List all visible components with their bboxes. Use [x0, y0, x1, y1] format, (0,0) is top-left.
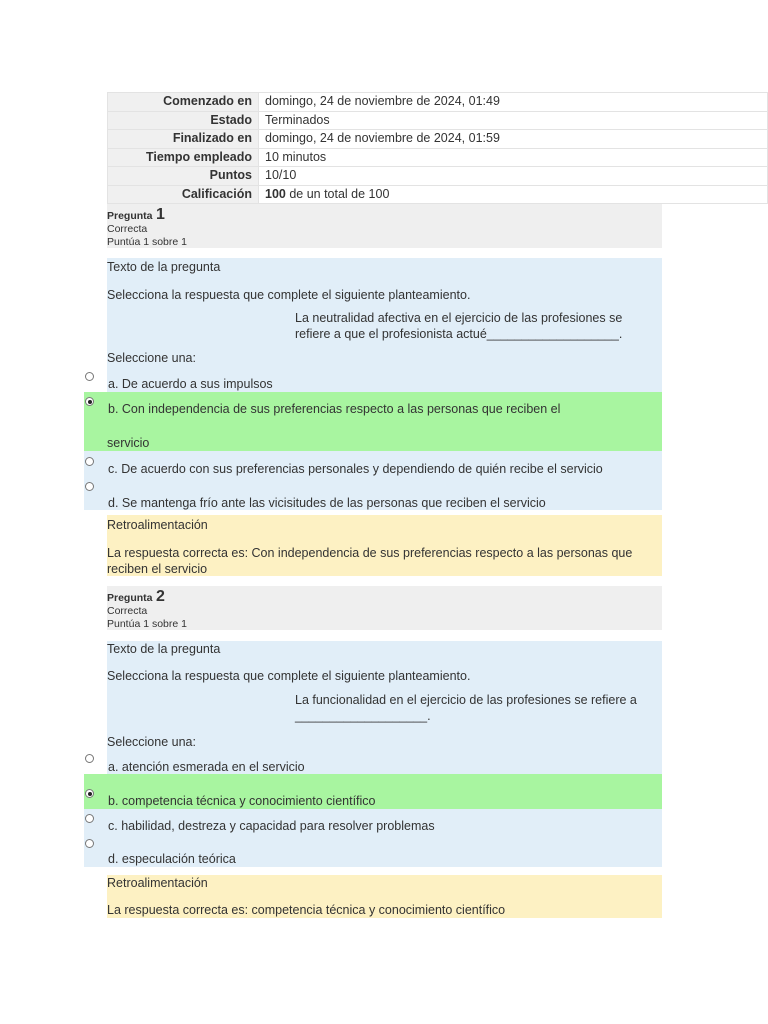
radio-option-c[interactable] [85, 457, 94, 466]
feedback-text: La respuesta correcta es: Con independencia de sus preferencias respecto a las personas que reciben el servicio [107, 546, 633, 576]
radio-option-c[interactable] [85, 814, 94, 823]
radio-option-d[interactable] [85, 839, 94, 848]
option-a-label[interactable]: a. atención esmerada en el servicio [108, 760, 305, 774]
option-d-label[interactable]: d. especulación teórica [108, 852, 236, 866]
question-text-heading: Texto de la pregunta [107, 260, 221, 274]
question-instruction: Selecciona la respuesta que complete el siguiente planteamiento. [107, 288, 471, 302]
feedback-heading: Retroalimentación [107, 876, 208, 890]
radio-option-a[interactable] [85, 754, 94, 763]
question-text-heading: Texto de la pregunta [107, 642, 221, 656]
summary-value [259, 185, 768, 204]
question-prefix: Pregunta [107, 592, 153, 604]
summary-label: Comenzado en [108, 93, 259, 112]
question-number: 1 [156, 206, 165, 223]
question-statement: La neutralidad afectiva en el ejercicio de las profesiones se refiere a que el profesionista actué___________________. [295, 311, 623, 341]
summary-label: Estado [108, 111, 259, 130]
summary-value: 10 minutos [259, 148, 768, 167]
summary-row-points [108, 167, 768, 186]
feedback-text: La respuesta correcta es: competencia técnica y conocimiento científico [107, 903, 506, 917]
feedback-heading: Retroalimentación [107, 518, 208, 532]
radio-option-d[interactable] [85, 482, 94, 491]
question-instruction: Selecciona la respuesta que complete el siguiente planteamiento. [107, 669, 471, 683]
summary-label: Finalizado en [108, 130, 259, 149]
question-number: 2 [156, 588, 165, 605]
select-one-label: Seleccione una: [107, 735, 196, 749]
grade-value: 100 [265, 186, 286, 201]
summary-value: 10/10 [259, 167, 768, 186]
summary-row-state [108, 111, 768, 130]
radio-option-b-selected[interactable] [85, 789, 94, 798]
summary-value: domingo, 24 de noviembre de 2024, 01:49 [259, 93, 768, 112]
question-score: Puntúa 1 sobre 1 [107, 236, 187, 248]
option-b-label[interactable]: b. competencia técnica y conocimiento científico [108, 794, 376, 808]
summary-value: domingo, 24 de noviembre de 2024, 01:59 [259, 130, 768, 149]
option-d-label[interactable]: d. Se mantenga frío ante las vicisitudes de las personas que reciben el servicio [108, 496, 546, 510]
summary-label: Tiempo empleado [108, 148, 259, 167]
summary-value: Terminados [259, 111, 768, 130]
question-status: Correcta [107, 605, 148, 617]
option-b-label-cont[interactable]: servicio [107, 436, 150, 450]
radio-option-b-selected[interactable] [85, 397, 94, 406]
select-one-label: Seleccione una: [107, 351, 196, 365]
summary-row-time [108, 148, 768, 167]
question-prefix: Pregunta [107, 210, 153, 222]
summary-row-grade [108, 185, 768, 204]
summary-row-finished [108, 130, 768, 149]
grade-total: de un total de 100 [285, 186, 390, 201]
option-b-label[interactable]: b. Con independencia de sus preferencias respecto a las personas que reciben el [108, 402, 561, 416]
question-1-info [107, 204, 662, 248]
question-status: Correcta [107, 223, 148, 235]
option-a-label[interactable]: a. De acuerdo a sus impulsos [108, 377, 273, 391]
question-statement: La funcionalidad en el ejercicio de las profesiones se refiere a ___________________. [295, 693, 637, 723]
radio-option-a[interactable] [85, 372, 94, 381]
option-c-label[interactable]: c. habilidad, destreza y capacidad para resolver problemas [108, 819, 435, 833]
question-2-info [107, 586, 662, 630]
attempt-summary-table [107, 92, 768, 204]
option-c-label[interactable]: c. De acuerdo con sus preferencias personales y dependiendo de quién recibe el servicio [108, 462, 603, 476]
summary-row-started [108, 93, 768, 112]
question-score: Puntúa 1 sobre 1 [107, 618, 187, 630]
summary-label: Calificación [108, 185, 259, 204]
summary-label: Puntos [108, 167, 259, 186]
